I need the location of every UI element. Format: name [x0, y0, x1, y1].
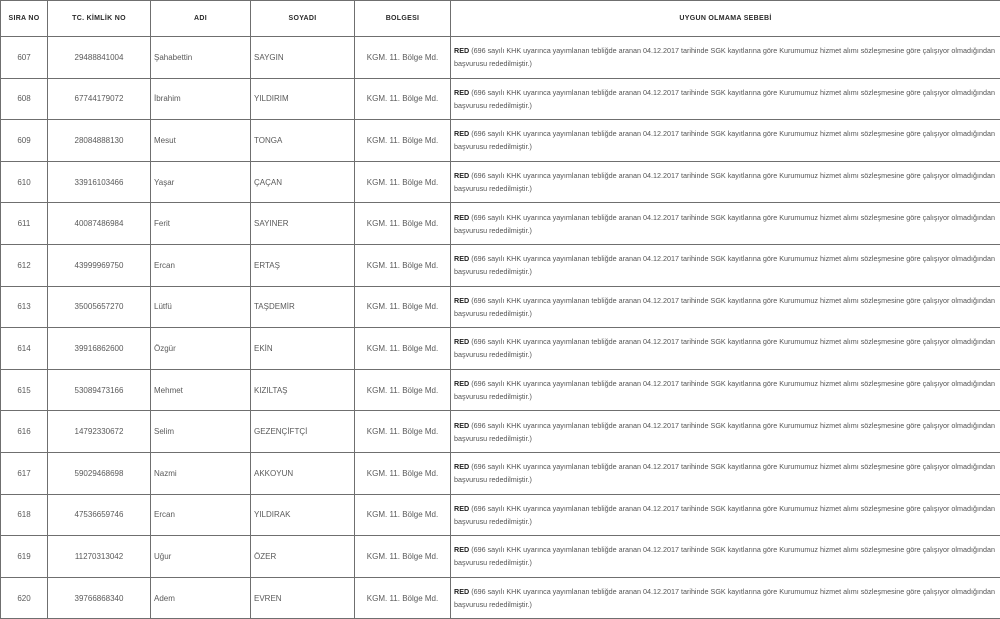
status-label: RED — [454, 587, 469, 596]
reason-text: (696 sayılı KHK uyarınca yayımlanan tebliğde aranan 04.12.2017 tarihinde SGK kayıtlarına göre Kurumumuz hizmet alımı sözleşmesine göre çalışıyor olmadığından başvurusu rededilmiştir.) — [454, 46, 995, 68]
table-row — [1, 369, 1000, 411]
cell-uygun-olmama-sebebi — [451, 161, 1000, 203]
cell-sira-no: 619 — [1, 536, 48, 578]
table-row — [1, 536, 1000, 578]
status-label: RED — [454, 88, 469, 97]
cell-sira-no: 614 — [1, 328, 48, 370]
reason-text: (696 sayılı KHK uyarınca yayımlanan tebliğde aranan 04.12.2017 tarihinde SGK kayıtlarına göre Kurumumuz hizmet alımı sözleşmesine göre çalışıyor olmadığından başvurusu rededilmiştir.) — [454, 587, 995, 609]
cell-sira-no: 615 — [1, 369, 48, 411]
cell-tc-kimlik-no: 33916103466 — [48, 161, 151, 203]
status-label: RED — [454, 129, 469, 138]
header-soyadi: SOYADI — [251, 1, 355, 37]
cell-adi: Uğur — [151, 536, 251, 578]
reason-text: (696 sayılı KHK uyarınca yayımlanan tebliğde aranan 04.12.2017 tarihinde SGK kayıtlarına göre Kurumumuz hizmet alımı sözleşmesine göre çalışıyor olmadığından başvurusu rededilmiştir.) — [454, 171, 995, 193]
table-row — [1, 494, 1000, 536]
cell-adi: Mesut — [151, 120, 251, 162]
table-row — [1, 452, 1000, 494]
cell-adi: Selim — [151, 411, 251, 453]
header-bolgesi: BOLGESI — [355, 1, 451, 37]
cell-uygun-olmama-sebebi — [451, 536, 1000, 578]
cell-tc-kimlik-no: 11270313042 — [48, 536, 151, 578]
cell-bolgesi: KGM. 11. Bölge Md. — [355, 577, 451, 619]
reason-text: (696 sayılı KHK uyarınca yayımlanan tebliğde aranan 04.12.2017 tarihinde SGK kayıtlarına göre Kurumumuz hizmet alımı sözleşmesine göre çalışıyor olmadığından başvurusu rededilmiştir.) — [454, 296, 995, 318]
status-label: RED — [454, 213, 469, 222]
cell-adi: Şahabettin — [151, 37, 251, 79]
cell-tc-kimlik-no: 14792330672 — [48, 411, 151, 453]
status-label: RED — [454, 46, 469, 55]
cell-bolgesi: KGM. 11. Bölge Md. — [355, 411, 451, 453]
cell-soyadi: KIZILTAŞ — [251, 369, 355, 411]
cell-adi: Yaşar — [151, 161, 251, 203]
cell-tc-kimlik-no: 43999969750 — [48, 244, 151, 286]
status-label: RED — [454, 504, 469, 513]
cell-sira-no: 607 — [1, 37, 48, 79]
cell-soyadi: YILDIRIM — [251, 78, 355, 120]
reason-text: (696 sayılı KHK uyarınca yayımlanan tebliğde aranan 04.12.2017 tarihinde SGK kayıtlarına göre Kurumumuz hizmet alımı sözleşmesine göre çalışıyor olmadığından başvurusu rededilmiştir.) — [454, 129, 995, 151]
reason-text: (696 sayılı KHK uyarınca yayımlanan tebliğde aranan 04.12.2017 tarihinde SGK kayıtlarına göre Kurumumuz hizmet alımı sözleşmesine göre çalışıyor olmadığından başvurusu rededilmiştir.) — [454, 462, 995, 484]
reason-text: (696 sayılı KHK uyarınca yayımlanan tebliğde aranan 04.12.2017 tarihinde SGK kayıtlarına göre Kurumumuz hizmet alımı sözleşmesine göre çalışıyor olmadığından başvurusu rededilmiştir.) — [454, 504, 995, 526]
cell-tc-kimlik-no: 29488841004 — [48, 37, 151, 79]
cell-adi: Ercan — [151, 244, 251, 286]
status-label: RED — [454, 337, 469, 346]
cell-bolgesi: KGM. 11. Bölge Md. — [355, 37, 451, 79]
cell-bolgesi: KGM. 11. Bölge Md. — [355, 78, 451, 120]
cell-adi: Ferit — [151, 203, 251, 245]
cell-tc-kimlik-no: 39916862600 — [48, 328, 151, 370]
header-uygun-olmama-sebebi: UYGUN OLMAMA SEBEBİ — [451, 1, 1000, 37]
cell-adi: Ercan — [151, 494, 251, 536]
table-row — [1, 328, 1000, 370]
status-label: RED — [454, 254, 469, 263]
cell-sira-no: 609 — [1, 120, 48, 162]
cell-sira-no: 608 — [1, 78, 48, 120]
cell-tc-kimlik-no: 67744179072 — [48, 78, 151, 120]
cell-soyadi: EKİN — [251, 328, 355, 370]
header-row — [1, 1, 1000, 37]
table-row — [1, 411, 1000, 453]
table-row — [1, 37, 1000, 79]
reason-text: (696 sayılı KHK uyarınca yayımlanan tebliğde aranan 04.12.2017 tarihinde SGK kayıtlarına göre Kurumumuz hizmet alımı sözleşmesine göre çalışıyor olmadığından başvurusu rededilmiştir.) — [454, 254, 995, 276]
cell-bolgesi: KGM. 11. Bölge Md. — [355, 452, 451, 494]
cell-uygun-olmama-sebebi — [451, 286, 1000, 328]
header-sira-no: SIRA NO — [1, 1, 48, 37]
reason-text: (696 sayılı KHK uyarınca yayımlanan tebliğde aranan 04.12.2017 tarihinde SGK kayıtlarına göre Kurumumuz hizmet alımı sözleşmesine göre çalışıyor olmadığından başvurusu rededilmiştir.) — [454, 545, 995, 567]
cell-bolgesi: KGM. 11. Bölge Md. — [355, 369, 451, 411]
status-label: RED — [454, 171, 469, 180]
cell-sira-no: 620 — [1, 577, 48, 619]
table-row — [1, 286, 1000, 328]
cell-uygun-olmama-sebebi — [451, 328, 1000, 370]
status-label: RED — [454, 462, 469, 471]
cell-sira-no: 618 — [1, 494, 48, 536]
cell-sira-no: 610 — [1, 161, 48, 203]
cell-soyadi: YILDIRAK — [251, 494, 355, 536]
cell-uygun-olmama-sebebi — [451, 577, 1000, 619]
cell-tc-kimlik-no: 59029468698 — [48, 452, 151, 494]
reason-text: (696 sayılı KHK uyarınca yayımlanan tebliğde aranan 04.12.2017 tarihinde SGK kayıtlarına göre Kurumumuz hizmet alımı sözleşmesine göre çalışıyor olmadığından başvurusu rededilmiştir.) — [454, 88, 995, 110]
cell-sira-no: 611 — [1, 203, 48, 245]
cell-bolgesi: KGM. 11. Bölge Md. — [355, 203, 451, 245]
cell-tc-kimlik-no: 28084888130 — [48, 120, 151, 162]
cell-bolgesi: KGM. 11. Bölge Md. — [355, 161, 451, 203]
table-body — [1, 37, 1000, 619]
cell-sira-no: 613 — [1, 286, 48, 328]
cell-uygun-olmama-sebebi — [451, 78, 1000, 120]
table-row — [1, 577, 1000, 619]
reason-text: (696 sayılı KHK uyarınca yayımlanan tebliğde aranan 04.12.2017 tarihinde SGK kayıtlarına göre Kurumumuz hizmet alımı sözleşmesine göre çalışıyor olmadığından başvurusu rededilmiştir.) — [454, 421, 995, 443]
cell-soyadi: SAYINER — [251, 203, 355, 245]
cell-adi: Özgür — [151, 328, 251, 370]
status-label: RED — [454, 296, 469, 305]
cell-tc-kimlik-no: 47536659746 — [48, 494, 151, 536]
cell-tc-kimlik-no: 40087486984 — [48, 203, 151, 245]
status-label: RED — [454, 379, 469, 388]
table-row — [1, 161, 1000, 203]
cell-adi: Mehmet — [151, 369, 251, 411]
header-tc-kimlik-no: TC. KİMLİK NO — [48, 1, 151, 37]
cell-tc-kimlik-no: 53089473166 — [48, 369, 151, 411]
table-row — [1, 120, 1000, 162]
status-label: RED — [454, 421, 469, 430]
cell-tc-kimlik-no: 39766868340 — [48, 577, 151, 619]
status-label: RED — [454, 545, 469, 554]
cell-soyadi: ÇAÇAN — [251, 161, 355, 203]
cell-soyadi: EVREN — [251, 577, 355, 619]
cell-adi: İbrahim — [151, 78, 251, 120]
cell-soyadi: TONGA — [251, 120, 355, 162]
cell-uygun-olmama-sebebi — [451, 244, 1000, 286]
cell-bolgesi: KGM. 11. Bölge Md. — [355, 120, 451, 162]
cell-soyadi: SAYGIN — [251, 37, 355, 79]
cell-uygun-olmama-sebebi — [451, 203, 1000, 245]
header-adi: ADI — [151, 1, 251, 37]
cell-adi: Lütfü — [151, 286, 251, 328]
cell-bolgesi: KGM. 11. Bölge Md. — [355, 328, 451, 370]
reason-text: (696 sayılı KHK uyarınca yayımlanan tebliğde aranan 04.12.2017 tarihinde SGK kayıtlarına göre Kurumumuz hizmet alımı sözleşmesine göre çalışıyor olmadığından başvurusu rededilmiştir.) — [454, 213, 995, 235]
cell-soyadi: ERTAŞ — [251, 244, 355, 286]
cell-bolgesi: KGM. 11. Bölge Md. — [355, 286, 451, 328]
cell-bolgesi: KGM. 11. Bölge Md. — [355, 536, 451, 578]
cell-sira-no: 612 — [1, 244, 48, 286]
cell-uygun-olmama-sebebi — [451, 494, 1000, 536]
table-row — [1, 203, 1000, 245]
cell-uygun-olmama-sebebi — [451, 452, 1000, 494]
cell-soyadi: ÖZER — [251, 536, 355, 578]
cell-sira-no: 617 — [1, 452, 48, 494]
cell-adi: Adem — [151, 577, 251, 619]
cell-soyadi: GEZENÇİFTÇİ — [251, 411, 355, 453]
table-header — [1, 1, 1000, 37]
cell-soyadi: TAŞDEMİR — [251, 286, 355, 328]
cell-uygun-olmama-sebebi — [451, 411, 1000, 453]
table-row — [1, 78, 1000, 120]
cell-bolgesi: KGM. 11. Bölge Md. — [355, 244, 451, 286]
cell-uygun-olmama-sebebi — [451, 369, 1000, 411]
reason-text: (696 sayılı KHK uyarınca yayımlanan tebliğde aranan 04.12.2017 tarihinde SGK kayıtlarına göre Kurumumuz hizmet alımı sözleşmesine göre çalışıyor olmadığından başvurusu rededilmiştir.) — [454, 379, 995, 401]
table-row — [1, 244, 1000, 286]
cell-tc-kimlik-no: 35005657270 — [48, 286, 151, 328]
cell-uygun-olmama-sebebi — [451, 120, 1000, 162]
cell-bolgesi: KGM. 11. Bölge Md. — [355, 494, 451, 536]
reason-text: (696 sayılı KHK uyarınca yayımlanan tebliğde aranan 04.12.2017 tarihinde SGK kayıtlarına göre Kurumumuz hizmet alımı sözleşmesine göre çalışıyor olmadığından başvurusu rededilmiştir.) — [454, 337, 995, 359]
cell-adi: Nazmi — [151, 452, 251, 494]
cell-soyadi: AKKOYUN — [251, 452, 355, 494]
cell-uygun-olmama-sebebi — [451, 37, 1000, 79]
cell-sira-no: 616 — [1, 411, 48, 453]
